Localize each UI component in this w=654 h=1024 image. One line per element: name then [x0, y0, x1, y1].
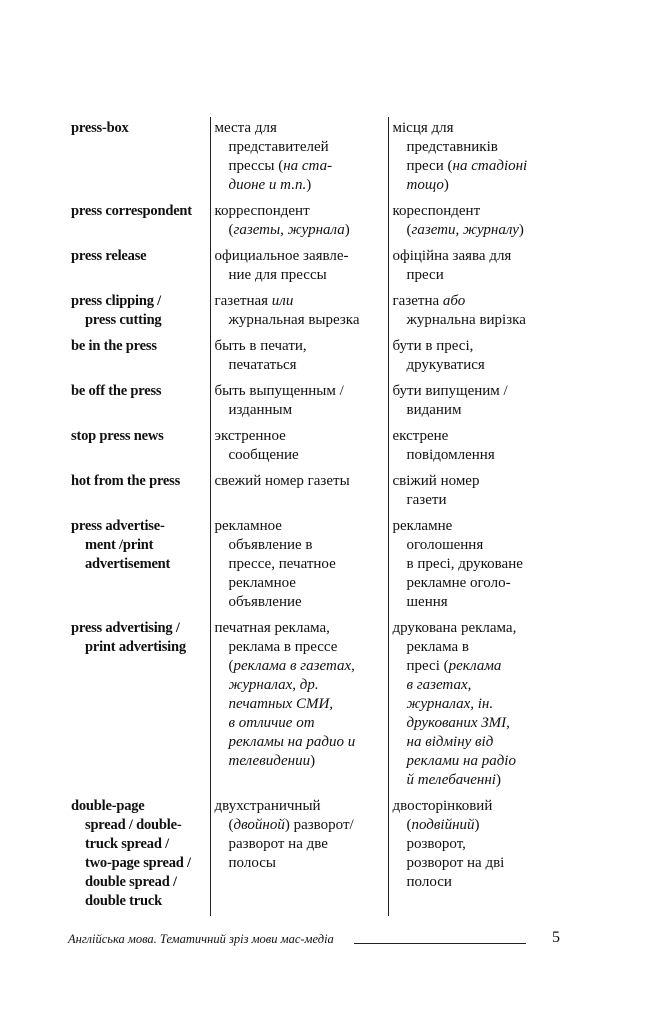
text-segment: газетна	[392, 293, 443, 309]
english-term-line: double truck	[85, 893, 162, 909]
russian-translation	[210, 245, 388, 290]
russian-translation-line	[215, 157, 388, 176]
ukrainian-translation-line	[393, 676, 561, 695]
text-segment: представників	[406, 139, 498, 155]
russian-translation	[210, 795, 388, 916]
running-footer-title: Англійська мова. Тематичний зріз мови мас-медіа	[68, 932, 334, 946]
text-segment: бути в пресі,	[392, 338, 474, 354]
text-segment: розворот на дві	[406, 855, 505, 871]
russian-translation-line	[215, 292, 388, 311]
english-term-line: advertisement	[85, 556, 171, 572]
glossary-row	[68, 290, 560, 335]
russian-translation-line	[215, 176, 388, 195]
ukrainian-translation	[388, 515, 560, 617]
ukrainian-translation	[388, 470, 560, 515]
italic-text: двойной	[233, 817, 285, 833]
ukrainian-translation-line	[393, 138, 561, 157]
ukrainian-translation-line	[393, 657, 561, 676]
ukrainian-translation-line	[393, 157, 561, 176]
ukrainian-translation-line	[393, 536, 561, 555]
text-segment: газетная	[214, 293, 272, 309]
glossary-body	[68, 117, 560, 916]
italic-text: в газетах,	[406, 677, 472, 693]
russian-translation-line	[215, 733, 388, 752]
ukrainian-translation-line	[393, 714, 561, 733]
russian-translation-line	[215, 555, 388, 574]
text-segment: (	[406, 817, 412, 833]
text-segment: журнальна вирізка	[406, 312, 526, 328]
text-segment: )	[474, 817, 480, 833]
ukrainian-translation	[388, 380, 560, 425]
text-segment: прессы (	[228, 158, 284, 174]
italic-text: тощо	[406, 177, 444, 193]
english-term-line: press clipping /	[71, 293, 162, 309]
text-segment: в пресі, друковане	[406, 556, 523, 572]
text-segment: )	[344, 222, 350, 238]
italic-text: на відміну від	[406, 734, 494, 750]
ukrainian-translation-line	[393, 752, 561, 771]
page-footer	[68, 928, 568, 950]
russian-translation-line	[215, 619, 388, 638]
ukrainian-translation-line	[393, 446, 561, 465]
italic-text: на стадіоні	[452, 158, 528, 174]
english-term	[68, 425, 210, 470]
ukrainian-translation-line	[393, 593, 561, 612]
italic-text: реклама	[448, 658, 502, 674]
ukrainian-translation-line	[393, 555, 561, 574]
russian-translation-line	[215, 337, 388, 356]
text-segment: официальное заявле-	[214, 248, 349, 264]
glossary-row	[68, 425, 560, 470]
ukrainian-translation-line	[393, 337, 561, 356]
italic-text: или	[271, 293, 294, 309]
italic-text: газеты, журнала	[233, 222, 345, 238]
russian-translation-line	[215, 676, 388, 695]
russian-translation-line	[215, 574, 388, 593]
text-segment: рекламне	[392, 518, 453, 534]
russian-translation-line	[215, 266, 388, 285]
russian-translation	[210, 515, 388, 617]
glossary-table	[68, 117, 560, 916]
text-segment: полоси	[406, 874, 452, 890]
russian-translation-line	[215, 752, 388, 771]
ukrainian-translation-line	[393, 638, 561, 657]
russian-translation	[210, 335, 388, 380]
text-segment: (	[406, 222, 412, 238]
text-segment: кореспондент	[392, 203, 481, 219]
text-segment: шення	[406, 594, 448, 610]
ukrainian-translation	[388, 200, 560, 245]
english-term-line: press-box	[71, 120, 129, 136]
text-segment: быть выпущенным /	[214, 383, 344, 399]
english-term-line: press correspondent	[71, 203, 192, 219]
glossary-row	[68, 617, 560, 795]
text-segment: реклама в прессе	[228, 639, 338, 655]
glossary-row	[68, 380, 560, 425]
text-segment: печатная реклама,	[214, 620, 330, 636]
english-term	[68, 117, 210, 200]
ukrainian-translation-line	[393, 574, 561, 593]
text-segment: двухстраничный	[214, 798, 321, 814]
text-segment: друкована реклама,	[392, 620, 517, 636]
ukrainian-translation-line	[393, 311, 561, 330]
text-segment: рекламне оголо-	[406, 575, 511, 591]
russian-translation-line	[215, 138, 388, 157]
ukrainian-translation-line	[393, 619, 561, 638]
italic-text: друкованих ЗМІ,	[406, 715, 510, 731]
glossary-row	[68, 335, 560, 380]
russian-translation	[210, 470, 388, 515]
text-segment: двосторінковий	[392, 798, 493, 814]
ukrainian-translation-line	[393, 292, 561, 311]
text-segment: )	[495, 772, 501, 788]
english-term	[68, 795, 210, 916]
text-segment: )	[518, 222, 524, 238]
english-term-line: stop press news	[71, 428, 164, 444]
ukrainian-translation-line	[393, 247, 561, 266]
english-term-line: two-page spread /	[85, 855, 191, 871]
english-term-line: hot from the press	[71, 473, 181, 489]
russian-translation-line	[215, 356, 388, 375]
english-term-line: press release	[71, 248, 147, 264]
russian-translation	[210, 425, 388, 470]
english-term	[68, 200, 210, 245]
text-segment: екстрене	[392, 428, 449, 444]
text-segment: преси (	[406, 158, 453, 174]
italic-text: реклама в газетах,	[233, 658, 355, 674]
text-segment: сообщение	[228, 447, 299, 463]
english-term-line: spread / double-	[85, 817, 182, 833]
text-segment: реклама в	[406, 639, 469, 655]
text-segment: разворот на две	[228, 836, 328, 852]
ukrainian-translation-line	[393, 176, 561, 195]
english-term	[68, 290, 210, 335]
text-segment: )	[443, 177, 449, 193]
text-segment: повідомлення	[406, 447, 495, 463]
russian-translation-line	[215, 472, 388, 491]
english-term	[68, 245, 210, 290]
text-segment: объявление	[228, 594, 302, 610]
text-segment: )	[310, 753, 316, 769]
ukrainian-translation	[388, 425, 560, 470]
text-segment: свіжий номер	[392, 473, 480, 489]
russian-translation-line	[215, 446, 388, 465]
ukrainian-translation-line	[393, 356, 561, 375]
russian-translation-line	[215, 119, 388, 138]
english-term-line: press advertising /	[71, 620, 180, 636]
english-term-line: double-page	[71, 798, 145, 814]
text-segment: розворот,	[406, 836, 466, 852]
text-segment: печататься	[228, 357, 297, 373]
text-segment: рекламное	[214, 518, 282, 534]
italic-text: в отличие от	[228, 715, 315, 731]
glossary-row	[68, 795, 560, 916]
russian-translation-line	[215, 638, 388, 657]
footer-rule	[354, 943, 526, 944]
russian-translation-line	[215, 247, 388, 266]
italic-text: реклами на радіо	[406, 753, 516, 769]
english-term-line: truck spread /	[85, 836, 169, 852]
text-segment: місця для	[392, 120, 454, 136]
text-segment: офіційна заява для	[392, 248, 512, 264]
russian-translation-line	[215, 202, 388, 221]
russian-translation-line	[215, 382, 388, 401]
italic-text: на ста-	[283, 158, 333, 174]
russian-translation-line	[215, 657, 388, 676]
english-term-line: print advertising	[85, 639, 186, 655]
text-segment: представителей	[228, 139, 329, 155]
english-term-line: ment /print	[85, 537, 154, 553]
italic-text: газети, журналу	[411, 222, 519, 238]
text-segment: ) разворот/	[284, 817, 354, 833]
russian-translation	[210, 380, 388, 425]
english-term	[68, 617, 210, 795]
russian-translation-line	[215, 427, 388, 446]
text-segment: (	[228, 658, 234, 674]
ukrainian-translation-line	[393, 491, 561, 510]
italic-text: дионе и т.п.	[228, 177, 307, 193]
glossary-row	[68, 117, 560, 200]
ukrainian-translation-line	[393, 266, 561, 285]
english-term-line: press cutting	[85, 312, 162, 328]
ukrainian-translation-line	[393, 797, 561, 816]
english-term-line: double spread /	[85, 874, 177, 890]
russian-translation-line	[215, 221, 388, 240]
ukrainian-translation	[388, 245, 560, 290]
page-number: 5	[552, 929, 560, 946]
ukrainian-translation	[388, 335, 560, 380]
ukrainian-translation	[388, 290, 560, 335]
russian-translation-line	[215, 593, 388, 612]
ukrainian-translation-line	[393, 119, 561, 138]
text-segment: экстренное	[214, 428, 286, 444]
italic-text: журналах, др.	[228, 677, 319, 693]
italic-text: або	[442, 293, 466, 309]
ukrainian-translation	[388, 117, 560, 200]
russian-translation-line	[215, 854, 388, 873]
italic-text: телевидении	[228, 753, 311, 769]
ukrainian-translation-line	[393, 472, 561, 491]
glossary-row	[68, 515, 560, 617]
ukrainian-translation-line	[393, 873, 561, 892]
italic-text: рекламы на радио и	[228, 734, 356, 750]
english-term	[68, 470, 210, 515]
text-segment: виданим	[406, 402, 462, 418]
ukrainian-translation-line	[393, 221, 561, 240]
russian-translation-line	[215, 311, 388, 330]
english-term	[68, 515, 210, 617]
russian-translation-line	[215, 816, 388, 835]
ukrainian-translation-line	[393, 771, 561, 790]
russian-translation-line	[215, 536, 388, 555]
russian-translation	[210, 117, 388, 200]
text-segment: бути випущеним /	[392, 383, 508, 399]
text-segment: ние для прессы	[228, 267, 327, 283]
english-term	[68, 380, 210, 425]
ukrainian-translation-line	[393, 695, 561, 714]
ukrainian-translation-line	[393, 835, 561, 854]
russian-translation-line	[215, 714, 388, 733]
text-segment: объявление в	[228, 537, 313, 553]
text-segment: журнальная вырезка	[228, 312, 360, 328]
russian-translation	[210, 617, 388, 795]
ukrainian-translation-line	[393, 816, 561, 835]
italic-text: подвійний	[411, 817, 475, 833]
text-segment: пресі (	[406, 658, 449, 674]
ukrainian-translation-line	[393, 517, 561, 536]
text-segment: оголошення	[406, 537, 484, 553]
russian-translation	[210, 290, 388, 335]
text-segment: места для	[214, 120, 277, 136]
ukrainian-translation-line	[393, 401, 561, 420]
russian-translation-line	[215, 517, 388, 536]
ukrainian-translation-line	[393, 733, 561, 752]
text-segment: рекламное	[228, 575, 296, 591]
ukrainian-translation	[388, 617, 560, 795]
english-term-line: press advertise-	[71, 518, 165, 534]
italic-text: й телебаченні	[406, 772, 496, 788]
glossary-row	[68, 200, 560, 245]
text-segment: (	[228, 817, 234, 833]
text-segment: преси	[406, 267, 444, 283]
english-term-line: be off the press	[71, 383, 162, 399]
text-segment: корреспондент	[214, 203, 310, 219]
text-segment: быть в печати,	[214, 338, 307, 354]
italic-text: печатных СМИ,	[228, 696, 334, 712]
russian-translation-line	[215, 401, 388, 420]
text-segment: )	[306, 177, 312, 193]
english-term-line: be in the press	[71, 338, 157, 354]
text-segment: свежий номер газеты	[214, 473, 350, 489]
ukrainian-translation-line	[393, 427, 561, 446]
text-segment: друкуватися	[406, 357, 485, 373]
ukrainian-translation	[388, 795, 560, 916]
italic-text: журналах, ін.	[406, 696, 494, 712]
english-term	[68, 335, 210, 380]
russian-translation-line	[215, 695, 388, 714]
ukrainian-translation-line	[393, 382, 561, 401]
text-segment: прессе, печатное	[228, 556, 336, 572]
text-segment: изданным	[228, 402, 293, 418]
ukrainian-translation-line	[393, 854, 561, 873]
ukrainian-translation-line	[393, 202, 561, 221]
glossary-row	[68, 470, 560, 515]
russian-translation-line	[215, 835, 388, 854]
text-segment: полосы	[228, 855, 276, 871]
russian-translation	[210, 200, 388, 245]
text-segment: (	[228, 222, 234, 238]
glossary-row	[68, 245, 560, 290]
russian-translation-line	[215, 797, 388, 816]
text-segment: газети	[406, 492, 447, 508]
